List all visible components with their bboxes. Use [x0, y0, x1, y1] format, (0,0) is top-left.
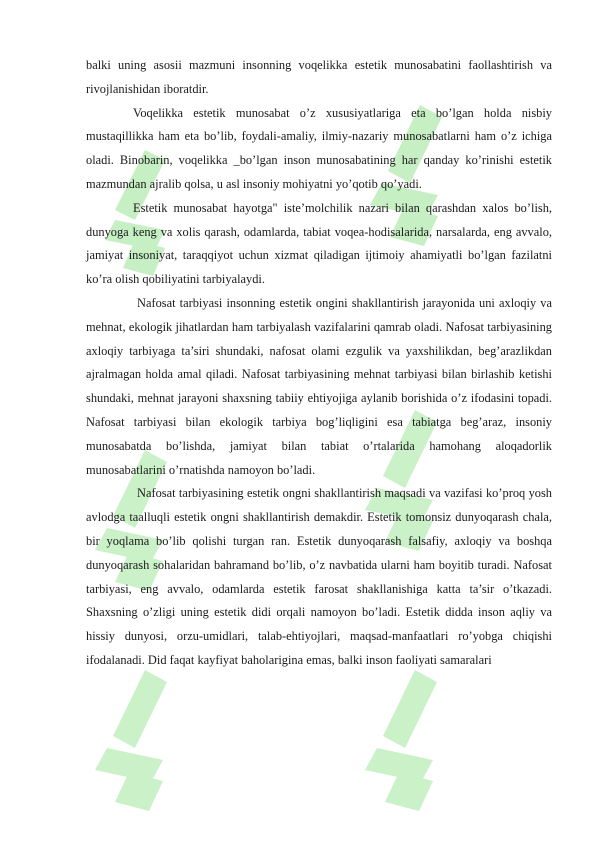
document-body — [86, 54, 552, 673]
logo-watermark-icon — [85, 660, 205, 830]
paragraph: Estetik munosabat hayotga" iste’molchilik nazari bilan qarashdan xalos bo’lish, dunyoga keng va xolis qarash, odamlarda, tabiat voqea-hodisalarida, narsalarda, eng avvalo, jamiyat insoniyat, taraqqiyot uchun xizmat qiladigan ijtimoiy ahamiyatli bo’lgan fazilatni ko’ra olish qobiliyatini tarbiyalaydi. — [86, 200, 552, 287]
paragraph: Nafosat tarbiyasining estetik ongni shakllantirish maqsadi va vazifasi ko’proq yosh avlodga taalluqli estetik ongni shakllantirish demakdir. Estetik tomonsiz dunyoqarash chala, bir yoqlama bo’lib qolishi turgan ran. Estetik dunyoqarash falsafiy, axloqiy va boshqa dunyoqarash sohalaridan bahramand bo’lib, o’z navbatida ularni ham boyitib turadi. Nafosat tarbiyasi, eng avvalo, odamlarda estetik farosat shakllanishiga katta ta’sir o’tkazadi. Shaxsning o’zligi uning estetik didi orqali namoyon bo’ladi. Estetik didda inson aqliy va hissiy dunyosi, orzu-umidlari, talab-ehtiyojlari, maqsad-manfaatlari ro’yobga chiqishi ifodalanadi. Did faqat kayfiyat baholarigina emas, balki inson faoliyati samaralari — [86, 486, 552, 667]
paragraph: balki uning asosii mazmuni insonning voqelikka estetik munosabatini faollashtirish va rivojlanishidan iboratdir. — [86, 58, 552, 96]
logo-watermark-icon — [355, 660, 475, 830]
paragraph: Voqelikka estetik munosabat o’z xususiyatlariga eta bo’lgan holda nisbiy mustaqillikka ham eta bo’lib, foydali-amaliy, ilmiy-nazariy munosabatlarni ham o’z ichiga oladi. Binobarin, voqelikka _bo’lgan inson munosabatining har qanday ko’rinishi estetik mazmundan ajralib qolsa, u asl insoniy mohiyatni yo’qotib qo’yadi. — [86, 105, 552, 191]
paragraph: Nafosat tarbiyasi insonning estetik ongini shakllantirish jarayonida uni axloqiy va mehnat, ekologik jihatlardan ham tarbiyalash vazifalarini qamrab oladi. Nafosat tarbiyasining axloqiy tarbiyaga ta’siri shundaki, nafosat olami ezgulik va yaxshilikdan, beg’arazlikdan ajralmagan holda amal qiladi. Nafosat tarbiyasining mehnat tarbiyasi bilan birlashib ketishi shundaki, mehnat jarayoni shaxsning tabiiy ehtiyojiga aylanib borishida o’z ifodasini topadi. Nafosat tarbiyasi bilan ekologik tarbiya bog’liqligini esa tabiatga beg’araz, insoniy munosabatda bo’lishda, jamiyat bilan tabiat o’rtalarida hamohang aloqadorlik munosabatlarini o’rnatishda namoyon bo’ladi. — [86, 295, 552, 477]
